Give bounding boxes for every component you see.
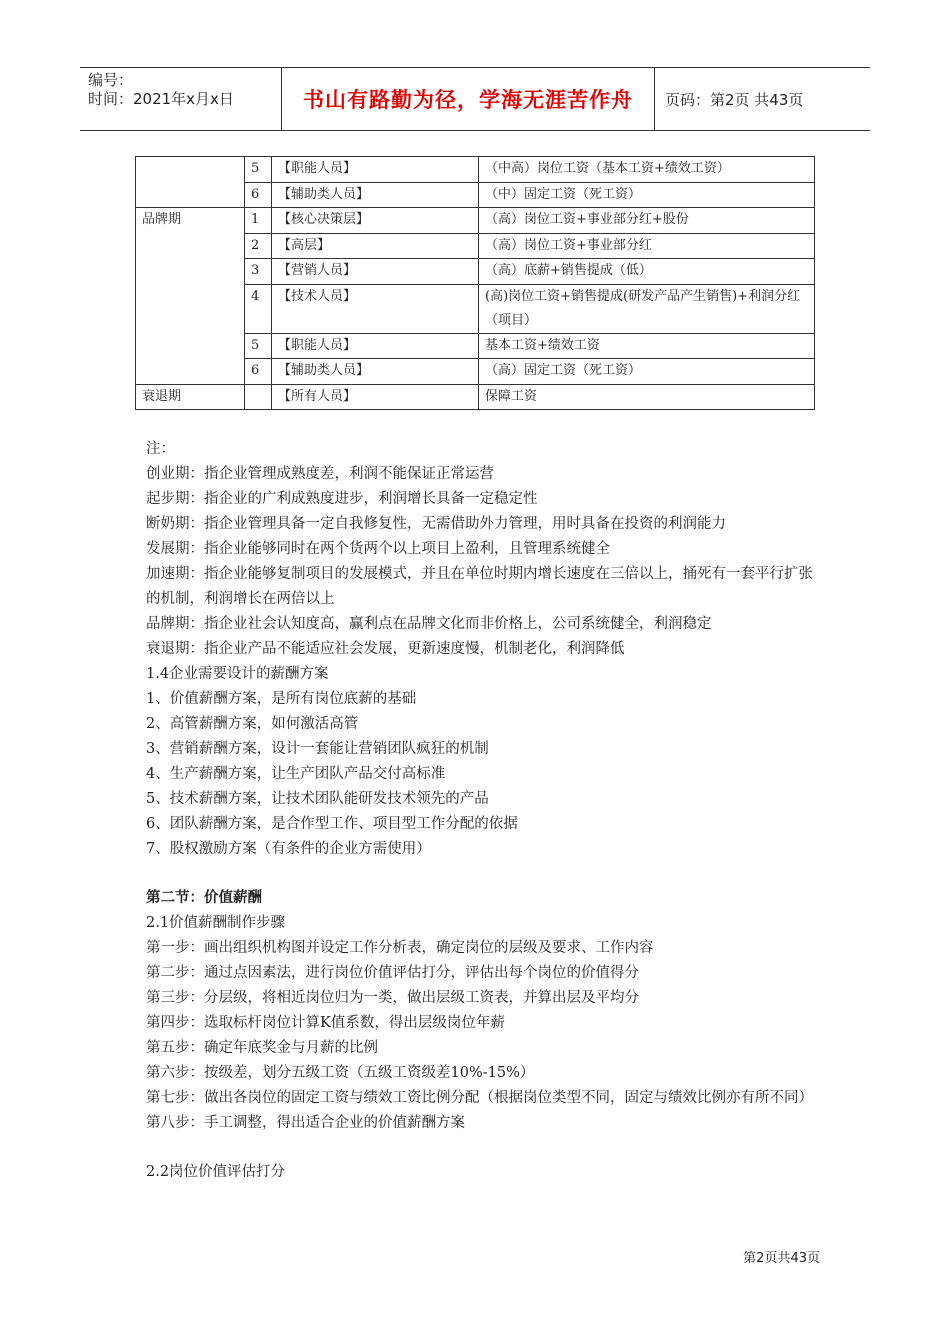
table-cell-pay: （中）固定工资（死工资）	[479, 182, 815, 208]
table-cell-number: 3	[245, 259, 272, 285]
document-date: 时间：2021年x月x日	[88, 90, 234, 108]
table-cell-number	[245, 384, 272, 410]
notes-title: 注：	[146, 441, 175, 457]
header-motto: 书山有路勤为径，学海无涯苦作舟	[282, 68, 655, 130]
table-cell-period: 衰退期	[136, 384, 245, 410]
document-number: 编号：	[88, 71, 134, 89]
table-cell-role: 【辅助类人员】	[272, 359, 479, 385]
page-footer: 第2页共43页	[743, 1251, 820, 1266]
note-item: 品牌期：指企业社会认知度高，赢利点在品牌文化而非价格上，公司系统健全，利润稳定	[146, 616, 712, 632]
section-title: 1.4企业需要设计的薪酬方案	[146, 666, 329, 682]
table-row	[136, 384, 815, 410]
table-cell-role: 【核心决策层】	[272, 208, 479, 234]
table-row	[136, 208, 815, 234]
salary-structure-table	[135, 156, 815, 410]
table-cell-role: 【营销人员】	[272, 259, 479, 285]
step-item: 第七步：做出各岗位的固定工资与绩效工资比例分配（根据岗位类型不同，固定与绩效比例亦有所不同）	[146, 1090, 813, 1106]
table-cell-role: 【高层】	[272, 233, 479, 259]
table-cell-role: 【技术人员】	[272, 284, 479, 333]
table-cell-number: 6	[245, 359, 272, 385]
header-meta	[80, 68, 282, 130]
note-item: 创业期：指企业管理成熟度差，利润不能保证正常运营	[146, 466, 494, 482]
table-cell-number: 5	[245, 333, 272, 359]
table-cell-role: 【所有人员】	[272, 384, 479, 410]
table-cell-pay: （高）底薪+销售提成（低）	[479, 259, 815, 285]
list-item: 1、价值薪酬方案，是所有岗位底薪的基础	[146, 691, 417, 707]
table-cell-pay: 基本工资+绩效工资	[479, 333, 815, 359]
list-item: 2、高管薪酬方案，如何激活高管	[146, 716, 359, 732]
table-cell-number: 6	[245, 182, 272, 208]
table-cell-pay: 保障工资	[479, 384, 815, 410]
table-cell-number: 4	[245, 284, 272, 333]
table-cell-pay: （中高）岗位工资（基本工资+绩效工资）	[479, 157, 815, 183]
subsection-title: 2.1价值薪酬制作步骤	[146, 915, 286, 931]
table-cell-pay: （高）岗位工资+事业部分红+股份	[479, 208, 815, 234]
step-item: 第三步：分层级，将相近岗位归为一类，做出层级工资表，并算出层及平均分	[146, 990, 639, 1006]
table-cell-role: 【辅助类人员】	[272, 182, 479, 208]
list-item: 3、营销薪酬方案，设计一套能让营销团队疯狂的机制	[146, 741, 489, 757]
table-cell-period: 品牌期	[136, 208, 245, 385]
document-body	[146, 437, 816, 1185]
table-cell-role: 【职能人员】	[272, 157, 479, 183]
note-item: 起步期：指企业的广利成熟度进步，利润增长具备一定稳定性	[146, 491, 538, 507]
step-item: 第五步：确定年底奖金与月薪的比例	[146, 1040, 378, 1056]
step-item: 第六步：按级差，划分五级工资（五级工资级差10%-15%）	[146, 1065, 535, 1081]
table-cell-role: 【职能人员】	[272, 333, 479, 359]
note-item: 发展期：指企业能够同时在两个货两个以上项目上盈利，且管理系统健全	[146, 541, 610, 557]
step-item: 第二步：通过点因素法，进行岗位价值评估打分，评估出每个岗位的价值得分	[146, 965, 639, 981]
table-cell-period	[136, 157, 245, 208]
list-item: 4、生产薪酬方案，让生产团队产品交付高标准	[146, 766, 446, 782]
table-cell-number: 1	[245, 208, 272, 234]
note-item: 衰退期：指企业产品不能适应社会发展，更新速度慢，机制老化，利润降低	[146, 641, 625, 657]
note-item: 加速期：指企业能够复制项目的发展模式，并且在单位时期内增长速度在三倍以上，捅死有一套平行扩张的机制，利润增长在两倍以上	[146, 566, 813, 607]
table-cell-number: 2	[245, 233, 272, 259]
page-header	[80, 67, 870, 131]
note-item: 断奶期：指企业管理具备一定自我修复性，无需借助外力管理，用时具备在投资的利润能力	[146, 516, 726, 532]
list-item: 7、股权激励方案（有条件的企业方需使用）	[146, 841, 431, 857]
subsection-title: 2.2岗位价值评估打分	[146, 1164, 286, 1180]
table-row	[136, 157, 815, 183]
header-page-number: 页码：第2页 共43页	[665, 90, 804, 109]
step-item: 第八步：手工调整，得出适合企业的价值薪酬方案	[146, 1115, 465, 1131]
step-item: 第四步：选取标杆岗位计算K值系数，得出层级岗位年薪	[146, 1015, 505, 1031]
table-cell-number: 5	[245, 157, 272, 183]
list-item: 6、团队薪酬方案，是合作型工作、项目型工作分配的依据	[146, 816, 518, 832]
table-cell-pay: (高)岗位工资+销售提成(研发产品产生销售)+利润分红（项目）	[479, 284, 815, 333]
table-cell-pay: （高）固定工资（死工资）	[479, 359, 815, 385]
step-item: 第一步：画出组织机构图并设定工作分析表，确定岗位的层级及要求、工作内容	[146, 940, 654, 956]
table-cell-pay: （高）岗位工资+事业部分红	[479, 233, 815, 259]
list-item: 5、技术薪酬方案，让技术团队能研发技术领先的产品	[146, 791, 489, 807]
section-heading: 第二节：价值薪酬	[146, 890, 262, 906]
